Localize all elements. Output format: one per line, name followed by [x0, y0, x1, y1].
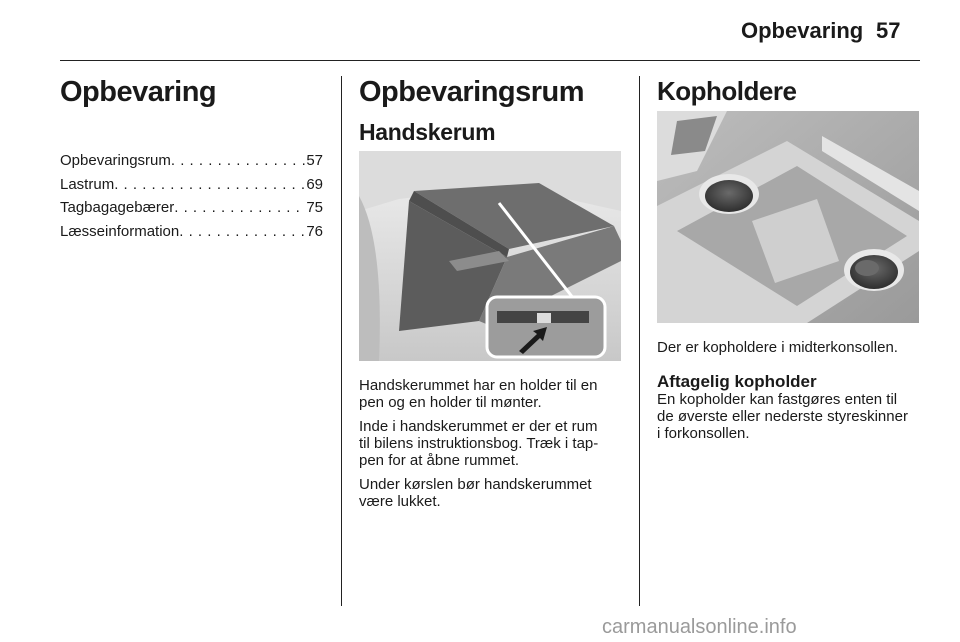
subsection-title: Handskerum	[359, 119, 496, 145]
toc-entry[interactable]	[60, 152, 323, 176]
text-line: de øverste eller nederste styreskinner	[657, 408, 908, 425]
text-line: være lukket.	[359, 493, 441, 510]
text-line: Under kørslen bør handskerummet	[359, 476, 592, 493]
toc-entry-page: 57	[306, 152, 323, 169]
header-rule	[60, 60, 920, 61]
section-title-cupholders: Kopholdere	[657, 76, 797, 106]
toc-entry[interactable]	[60, 176, 323, 200]
column-divider-1	[341, 76, 342, 606]
removable-cupholder-paragraph	[657, 391, 932, 442]
cupholder-illustration	[657, 111, 919, 323]
text-line: i forkonsollen.	[657, 425, 750, 442]
glovebox-paragraph-1	[359, 377, 629, 411]
toc-entry-label: Opbevaringsrum	[60, 152, 171, 169]
toc-entry-label: Tagbagagebærer	[60, 199, 175, 216]
toc-entry[interactable]	[60, 223, 323, 247]
text-line: En kopholder kan fastgøres enten til	[657, 391, 898, 408]
text-line: Handskerummet har en holder til en	[359, 377, 598, 394]
text-line: pen for at åbne rummet.	[359, 452, 520, 469]
toc-entry-page: 75	[306, 199, 323, 216]
running-header-title: Opbevaring	[741, 18, 864, 43]
text-line: pen og en holder til mønter.	[359, 394, 542, 411]
toc-entry-page: 69	[306, 175, 323, 193]
glovebox-paragraph-2	[359, 418, 629, 469]
column-divider-2	[639, 76, 640, 606]
page-number: 57	[876, 18, 901, 43]
watermark: carmanualsonline.info	[602, 616, 797, 638]
toc-leader	[114, 176, 306, 193]
toc-leader	[179, 223, 306, 240]
section-title: Opbevaringsrum	[359, 76, 585, 108]
glovebox-photo	[359, 151, 621, 361]
toc-entry[interactable]	[60, 199, 323, 223]
cupholder-photo	[657, 111, 919, 323]
table-of-contents	[60, 152, 323, 246]
toc-leader	[174, 199, 306, 216]
cupholder-paragraph: Der er kopholdere i midterkonsollen.	[657, 339, 898, 356]
glovebox-paragraph-3	[359, 476, 629, 510]
toc-entry-label: Læsseinformation	[60, 222, 180, 240]
removable-cupholder-heading: Aftagelig kopholder	[657, 372, 817, 391]
toc-entry-label: Lastrum	[60, 175, 115, 193]
toc-entry-page: 76	[306, 222, 323, 240]
text-line: til bilens instruktionsbog. Træk i tap-	[359, 435, 599, 452]
toc-leader	[171, 152, 306, 169]
chapter-title: Opbevaring	[60, 76, 217, 108]
glovebox-illustration	[359, 151, 621, 361]
text-line: Inde i handskerummet er der et rum	[359, 418, 598, 435]
